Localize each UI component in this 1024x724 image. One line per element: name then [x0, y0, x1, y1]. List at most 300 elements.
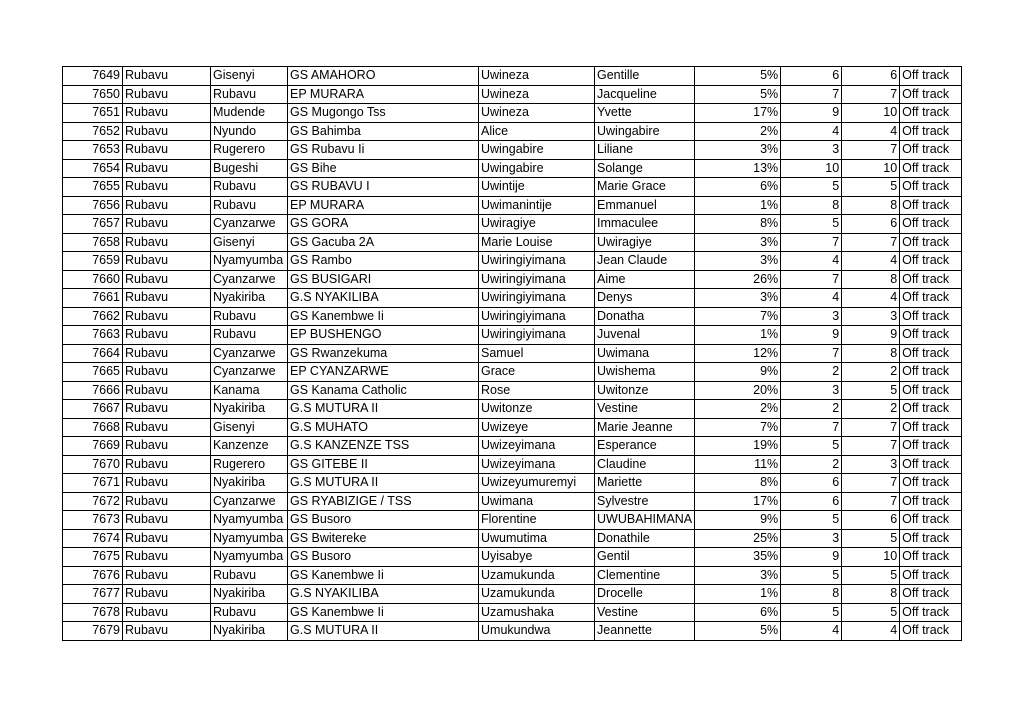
cell-first-name: Esperance [595, 437, 695, 456]
cell-score-b: 7 [842, 474, 900, 493]
cell-score-a: 5 [781, 437, 842, 456]
cell-score-b: 7 [842, 85, 900, 104]
cell-score-a: 4 [781, 289, 842, 308]
cell-score-b: 6 [842, 67, 900, 86]
cell-school: GS Bwitereke [288, 529, 479, 548]
cell-status: Off track [900, 363, 962, 382]
cell-percent: 5% [695, 85, 781, 104]
cell-school: EP CYANZARWE [288, 363, 479, 382]
cell-last-name: Uwiringiyimana [479, 326, 595, 345]
cell-row-number: 7678 [63, 603, 123, 622]
table-row [63, 548, 962, 567]
table-row [63, 437, 962, 456]
cell-score-a: 8 [781, 196, 842, 215]
cell-row-number: 7651 [63, 104, 123, 123]
table-row [63, 270, 962, 289]
cell-district: Rubavu [123, 511, 211, 530]
cell-percent: 12% [695, 344, 781, 363]
cell-score-b: 10 [842, 159, 900, 178]
cell-row-number: 7662 [63, 307, 123, 326]
cell-status: Off track [900, 585, 962, 604]
cell-first-name: Uwingabire [595, 122, 695, 141]
cell-sector: Nyundo [211, 122, 288, 141]
cell-status: Off track [900, 215, 962, 234]
data-table [62, 66, 962, 641]
cell-score-b: 6 [842, 511, 900, 530]
cell-score-b: 7 [842, 437, 900, 456]
cell-status: Off track [900, 67, 962, 86]
cell-first-name: Donatha [595, 307, 695, 326]
cell-school: GS GITEBE II [288, 455, 479, 474]
cell-school: EP MURARA [288, 85, 479, 104]
cell-status: Off track [900, 252, 962, 271]
table-row [63, 326, 962, 345]
table-body [63, 67, 962, 641]
cell-sector: Rubavu [211, 85, 288, 104]
cell-status: Off track [900, 400, 962, 419]
cell-sector: Nyamyumba [211, 511, 288, 530]
cell-score-b: 8 [842, 585, 900, 604]
cell-score-b: 7 [842, 233, 900, 252]
cell-row-number: 7664 [63, 344, 123, 363]
cell-sector: Nyakiriba [211, 400, 288, 419]
cell-last-name: Uwiragiye [479, 215, 595, 234]
cell-school: GS AMAHORO [288, 67, 479, 86]
cell-score-a: 6 [781, 492, 842, 511]
cell-row-number: 7649 [63, 67, 123, 86]
cell-score-a: 7 [781, 233, 842, 252]
cell-row-number: 7677 [63, 585, 123, 604]
cell-status: Off track [900, 289, 962, 308]
cell-score-a: 3 [781, 141, 842, 160]
cell-first-name: Uwitonze [595, 381, 695, 400]
cell-status: Off track [900, 85, 962, 104]
cell-last-name: Uwiringiyimana [479, 289, 595, 308]
cell-sector: Nyakiriba [211, 289, 288, 308]
cell-school: GS Kanama Catholic [288, 381, 479, 400]
cell-percent: 7% [695, 307, 781, 326]
cell-status: Off track [900, 492, 962, 511]
cell-last-name: Uwitonze [479, 400, 595, 419]
cell-percent: 6% [695, 603, 781, 622]
table-row [63, 215, 962, 234]
cell-first-name: Mariette [595, 474, 695, 493]
cell-first-name: Solange [595, 159, 695, 178]
cell-score-a: 5 [781, 215, 842, 234]
cell-school: GS Rambo [288, 252, 479, 271]
cell-score-b: 8 [842, 196, 900, 215]
cell-sector: Kanzenze [211, 437, 288, 456]
cell-district: Rubavu [123, 159, 211, 178]
cell-row-number: 7672 [63, 492, 123, 511]
cell-status: Off track [900, 474, 962, 493]
table-row [63, 529, 962, 548]
cell-district: Rubavu [123, 252, 211, 271]
cell-row-number: 7679 [63, 622, 123, 641]
cell-district: Rubavu [123, 270, 211, 289]
cell-last-name: Uwineza [479, 85, 595, 104]
cell-score-a: 9 [781, 326, 842, 345]
cell-percent: 35% [695, 548, 781, 567]
cell-status: Off track [900, 381, 962, 400]
cell-sector: Rugerero [211, 141, 288, 160]
table-row [63, 363, 962, 382]
cell-percent: 8% [695, 474, 781, 493]
cell-first-name: Emmanuel [595, 196, 695, 215]
cell-score-b: 3 [842, 307, 900, 326]
cell-sector: Cyanzarwe [211, 363, 288, 382]
cell-score-a: 3 [781, 529, 842, 548]
cell-score-a: 3 [781, 381, 842, 400]
cell-last-name: Grace [479, 363, 595, 382]
cell-district: Rubavu [123, 196, 211, 215]
cell-sector: Cyanzarwe [211, 215, 288, 234]
cell-district: Rubavu [123, 603, 211, 622]
cell-score-a: 4 [781, 122, 842, 141]
cell-last-name: Uwiringiyimana [479, 307, 595, 326]
cell-status: Off track [900, 548, 962, 567]
cell-first-name: Clementine [595, 566, 695, 585]
cell-percent: 2% [695, 122, 781, 141]
cell-school: G.S NYAKILIBA [288, 585, 479, 604]
cell-status: Off track [900, 270, 962, 289]
cell-row-number: 7669 [63, 437, 123, 456]
cell-last-name: Uwimana [479, 492, 595, 511]
cell-status: Off track [900, 529, 962, 548]
cell-district: Rubavu [123, 437, 211, 456]
cell-row-number: 7655 [63, 178, 123, 197]
cell-row-number: 7656 [63, 196, 123, 215]
cell-last-name: Uwintije [479, 178, 595, 197]
cell-last-name: Uwimanintije [479, 196, 595, 215]
cell-last-name: Uwineza [479, 67, 595, 86]
cell-sector: Nyamyumba [211, 548, 288, 567]
cell-first-name: Jean Claude [595, 252, 695, 271]
cell-status: Off track [900, 307, 962, 326]
cell-status: Off track [900, 566, 962, 585]
cell-row-number: 7661 [63, 289, 123, 308]
cell-percent: 5% [695, 622, 781, 641]
cell-percent: 20% [695, 381, 781, 400]
cell-district: Rubavu [123, 363, 211, 382]
cell-sector: Rubavu [211, 326, 288, 345]
cell-school: GS Busoro [288, 511, 479, 530]
table-row [63, 566, 962, 585]
cell-percent: 8% [695, 215, 781, 234]
cell-score-b: 4 [842, 252, 900, 271]
cell-percent: 1% [695, 326, 781, 345]
cell-last-name: Marie Louise [479, 233, 595, 252]
cell-score-a: 5 [781, 178, 842, 197]
cell-status: Off track [900, 196, 962, 215]
cell-last-name: Rose [479, 381, 595, 400]
cell-percent: 25% [695, 529, 781, 548]
cell-district: Rubavu [123, 178, 211, 197]
table-row [63, 67, 962, 86]
cell-score-a: 8 [781, 585, 842, 604]
cell-percent: 26% [695, 270, 781, 289]
cell-school: GS Kanembwe Ii [288, 603, 479, 622]
cell-sector: Gisenyi [211, 67, 288, 86]
cell-sector: Mudende [211, 104, 288, 123]
cell-district: Rubavu [123, 326, 211, 345]
table-row [63, 307, 962, 326]
cell-row-number: 7670 [63, 455, 123, 474]
cell-first-name: Jacqueline [595, 85, 695, 104]
cell-first-name: Drocelle [595, 585, 695, 604]
cell-percent: 11% [695, 455, 781, 474]
cell-school: GS Gacuba 2A [288, 233, 479, 252]
cell-percent: 3% [695, 141, 781, 160]
cell-score-b: 8 [842, 344, 900, 363]
cell-percent: 9% [695, 363, 781, 382]
cell-score-b: 8 [842, 270, 900, 289]
cell-school: EP BUSHENGO [288, 326, 479, 345]
cell-district: Rubavu [123, 215, 211, 234]
cell-row-number: 7674 [63, 529, 123, 548]
cell-last-name: Uwingabire [479, 141, 595, 160]
cell-last-name: Uwizeyumuremyi [479, 474, 595, 493]
cell-last-name: Uwumutima [479, 529, 595, 548]
cell-district: Rubavu [123, 307, 211, 326]
cell-last-name: Uwiringiyimana [479, 252, 595, 271]
table-row [63, 289, 962, 308]
cell-row-number: 7650 [63, 85, 123, 104]
cell-last-name: Uzamukunda [479, 585, 595, 604]
cell-score-b: 5 [842, 178, 900, 197]
table-row [63, 511, 962, 530]
cell-percent: 17% [695, 492, 781, 511]
cell-row-number: 7676 [63, 566, 123, 585]
cell-row-number: 7652 [63, 122, 123, 141]
cell-row-number: 7665 [63, 363, 123, 382]
cell-sector: Nyamyumba [211, 252, 288, 271]
cell-first-name: Marie Grace [595, 178, 695, 197]
table-row [63, 104, 962, 123]
cell-sector: Gisenyi [211, 233, 288, 252]
cell-score-b: 5 [842, 603, 900, 622]
cell-district: Rubavu [123, 381, 211, 400]
cell-row-number: 7673 [63, 511, 123, 530]
cell-row-number: 7658 [63, 233, 123, 252]
cell-school: GS Rwanzekuma [288, 344, 479, 363]
cell-last-name: Uwingabire [479, 159, 595, 178]
cell-district: Rubavu [123, 141, 211, 160]
cell-status: Off track [900, 159, 962, 178]
cell-percent: 19% [695, 437, 781, 456]
cell-school: G.S MUTURA II [288, 400, 479, 419]
cell-percent: 3% [695, 289, 781, 308]
cell-percent: 9% [695, 511, 781, 530]
cell-score-b: 5 [842, 566, 900, 585]
cell-sector: Rubavu [211, 566, 288, 585]
cell-percent: 3% [695, 252, 781, 271]
cell-score-b: 4 [842, 122, 900, 141]
cell-sector: Cyanzarwe [211, 492, 288, 511]
cell-school: GS GORA [288, 215, 479, 234]
cell-percent: 17% [695, 104, 781, 123]
cell-percent: 13% [695, 159, 781, 178]
cell-score-a: 7 [781, 270, 842, 289]
cell-last-name: Uwineza [479, 104, 595, 123]
cell-school: G.S MUTURA II [288, 474, 479, 493]
cell-status: Off track [900, 455, 962, 474]
cell-row-number: 7659 [63, 252, 123, 271]
cell-score-a: 9 [781, 548, 842, 567]
cell-status: Off track [900, 437, 962, 456]
cell-school: GS Mugongo Tss [288, 104, 479, 123]
cell-district: Rubavu [123, 400, 211, 419]
cell-first-name: Immaculee [595, 215, 695, 234]
cell-sector: Rubavu [211, 603, 288, 622]
cell-school: GS Rubavu Ii [288, 141, 479, 160]
table-row [63, 400, 962, 419]
table-row [63, 141, 962, 160]
table-row [63, 233, 962, 252]
cell-row-number: 7668 [63, 418, 123, 437]
table-row [63, 252, 962, 271]
cell-school: GS Kanembwe Ii [288, 566, 479, 585]
cell-sector: Kanama [211, 381, 288, 400]
cell-district: Rubavu [123, 233, 211, 252]
cell-first-name: Liliane [595, 141, 695, 160]
cell-school: G.S MUHATO [288, 418, 479, 437]
cell-score-a: 6 [781, 474, 842, 493]
table-row [63, 122, 962, 141]
cell-status: Off track [900, 511, 962, 530]
cell-score-a: 5 [781, 511, 842, 530]
cell-sector: Cyanzarwe [211, 344, 288, 363]
cell-first-name: Gentille [595, 67, 695, 86]
cell-score-a: 5 [781, 603, 842, 622]
cell-school: GS Busoro [288, 548, 479, 567]
cell-score-a: 4 [781, 622, 842, 641]
cell-last-name: Uzamushaka [479, 603, 595, 622]
table-row [63, 85, 962, 104]
cell-district: Rubavu [123, 622, 211, 641]
cell-district: Rubavu [123, 344, 211, 363]
cell-status: Off track [900, 326, 962, 345]
cell-sector: Gisenyi [211, 418, 288, 437]
cell-school: G.S KANZENZE TSS [288, 437, 479, 456]
cell-first-name: Juvenal [595, 326, 695, 345]
cell-status: Off track [900, 418, 962, 437]
cell-district: Rubavu [123, 548, 211, 567]
table-row [63, 344, 962, 363]
cell-first-name: Uwimana [595, 344, 695, 363]
cell-score-a: 2 [781, 363, 842, 382]
table-row [63, 178, 962, 197]
cell-row-number: 7675 [63, 548, 123, 567]
cell-score-a: 5 [781, 566, 842, 585]
cell-status: Off track [900, 104, 962, 123]
cell-score-a: 7 [781, 344, 842, 363]
cell-first-name: Vestine [595, 400, 695, 419]
cell-last-name: Samuel [479, 344, 595, 363]
cell-sector: Nyakiriba [211, 622, 288, 641]
cell-row-number: 7667 [63, 400, 123, 419]
cell-district: Rubavu [123, 85, 211, 104]
cell-sector: Rugerero [211, 455, 288, 474]
cell-school: EP MURARA [288, 196, 479, 215]
cell-score-b: 2 [842, 363, 900, 382]
cell-row-number: 7654 [63, 159, 123, 178]
cell-percent: 1% [695, 585, 781, 604]
cell-first-name: Marie Jeanne [595, 418, 695, 437]
cell-last-name: Uzamukunda [479, 566, 595, 585]
cell-last-name: Alice [479, 122, 595, 141]
cell-last-name: Uwizeye [479, 418, 595, 437]
cell-row-number: 7666 [63, 381, 123, 400]
cell-row-number: 7653 [63, 141, 123, 160]
table-row [63, 603, 962, 622]
cell-school: G.S MUTURA II [288, 622, 479, 641]
cell-district: Rubavu [123, 455, 211, 474]
cell-score-b: 7 [842, 418, 900, 437]
cell-district: Rubavu [123, 122, 211, 141]
cell-school: GS BUSIGARI [288, 270, 479, 289]
cell-score-a: 10 [781, 159, 842, 178]
cell-score-b: 4 [842, 289, 900, 308]
cell-status: Off track [900, 344, 962, 363]
table-row [63, 381, 962, 400]
cell-score-b: 3 [842, 455, 900, 474]
cell-district: Rubavu [123, 289, 211, 308]
cell-row-number: 7660 [63, 270, 123, 289]
cell-score-b: 9 [842, 326, 900, 345]
cell-percent: 7% [695, 418, 781, 437]
cell-district: Rubavu [123, 492, 211, 511]
cell-first-name: Uwishema [595, 363, 695, 382]
cell-score-a: 4 [781, 252, 842, 271]
cell-percent: 5% [695, 67, 781, 86]
cell-status: Off track [900, 178, 962, 197]
cell-last-name: Uwizeyimana [479, 455, 595, 474]
cell-sector: Nyakiriba [211, 474, 288, 493]
cell-percent: 1% [695, 196, 781, 215]
cell-school: GS Bahimba [288, 122, 479, 141]
table-row [63, 196, 962, 215]
cell-last-name: Umukundwa [479, 622, 595, 641]
cell-score-b: 10 [842, 104, 900, 123]
cell-score-a: 7 [781, 85, 842, 104]
cell-score-a: 2 [781, 400, 842, 419]
cell-last-name: Florentine [479, 511, 595, 530]
table-row [63, 492, 962, 511]
cell-score-b: 7 [842, 141, 900, 160]
cell-district: Rubavu [123, 529, 211, 548]
cell-last-name: Uwizeyimana [479, 437, 595, 456]
cell-score-b: 7 [842, 492, 900, 511]
cell-first-name: Gentil [595, 548, 695, 567]
cell-district: Rubavu [123, 474, 211, 493]
cell-first-name: UWUBAHIMANA [595, 511, 695, 530]
cell-last-name: Uyisabye [479, 548, 595, 567]
cell-first-name: Aime [595, 270, 695, 289]
cell-score-a: 9 [781, 104, 842, 123]
cell-score-a: 3 [781, 307, 842, 326]
cell-row-number: 7671 [63, 474, 123, 493]
cell-score-b: 5 [842, 529, 900, 548]
cell-row-number: 7663 [63, 326, 123, 345]
cell-sector: Rubavu [211, 196, 288, 215]
cell-percent: 2% [695, 400, 781, 419]
table-row [63, 418, 962, 437]
cell-district: Rubavu [123, 585, 211, 604]
cell-first-name: Yvette [595, 104, 695, 123]
table-row [63, 159, 962, 178]
cell-first-name: Uwiragiye [595, 233, 695, 252]
